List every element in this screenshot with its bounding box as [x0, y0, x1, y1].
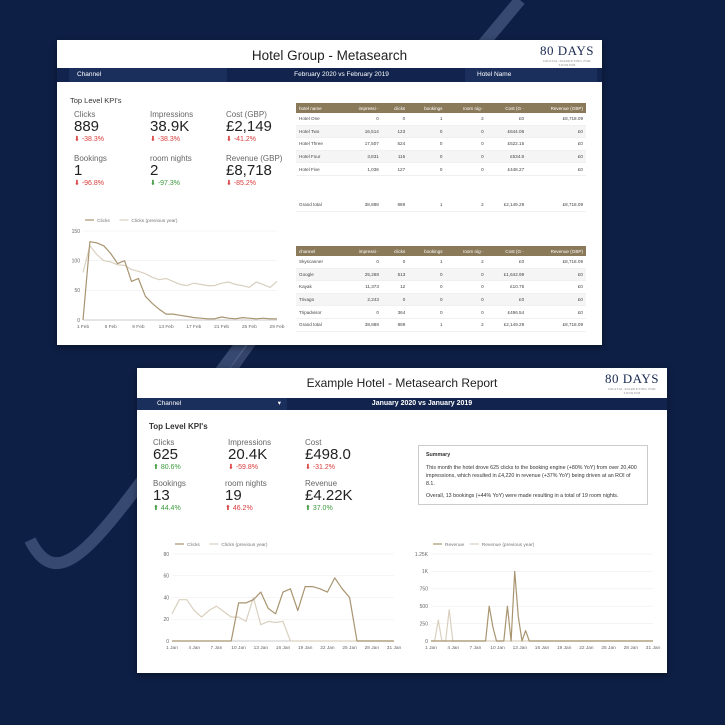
kpi-label: Revenue — [305, 479, 338, 488]
kpi-bookings — [74, 154, 142, 187]
table-cell — [382, 175, 408, 187]
table-total-row — [296, 318, 586, 331]
table-cell: £0 — [527, 163, 586, 176]
kpi-value: £498.0 — [305, 446, 351, 463]
table-cell: 889 — [382, 199, 408, 211]
table-cell: 1 — [408, 318, 445, 331]
kpi-value: 889 — [74, 118, 100, 135]
table-cell: 0 — [408, 138, 445, 151]
table-header-row — [296, 103, 586, 113]
kpi-value: 38.9K — [150, 118, 190, 135]
x-tick-label: 31 Jan — [645, 646, 661, 651]
x-tick-label: 25 Feb — [241, 325, 257, 330]
table-row — [296, 281, 586, 294]
table-cell: £0 — [527, 125, 586, 138]
kpi-value: 625 — [153, 446, 179, 463]
kpi-value: 13 — [153, 487, 170, 504]
column-header[interactable]: clicks — [382, 103, 408, 113]
column-header[interactable]: Cost (G·· — [487, 246, 527, 256]
arrow-up-icon: ⬆ — [153, 464, 159, 471]
table-row — [296, 163, 586, 176]
y-tick-label: 100 — [71, 258, 80, 265]
legend-label: Revenue (previous year) — [481, 543, 535, 548]
dropdown-caret-icon: ▾ — [277, 400, 281, 407]
kpi-revenue — [226, 154, 294, 187]
kpi-value: £8,718 — [226, 162, 272, 179]
column-header[interactable]: bookings — [408, 246, 445, 256]
report-example-hotel — [137, 368, 667, 673]
table-cell: 2 — [446, 256, 487, 268]
table-cell: 0 — [342, 113, 382, 125]
table-cell: 0 — [408, 163, 445, 176]
table-cell: £522.15 — [487, 138, 527, 151]
table-cell: 0 — [342, 306, 382, 319]
x-tick-label: 17 Feb — [186, 325, 202, 330]
legend-label: Revenue — [445, 543, 465, 548]
y-tick-label: 80 — [163, 551, 169, 558]
y-tick-label: 750 — [419, 586, 428, 593]
table-row — [296, 138, 586, 151]
table-row — [296, 306, 586, 319]
column-header[interactable]: bookings — [408, 103, 445, 113]
table-cell: 12 — [382, 281, 408, 294]
table-cell: Hotel Two — [296, 125, 342, 138]
channel-dropdown[interactable] — [137, 398, 287, 410]
x-tick-label: 10 Jan — [231, 646, 246, 651]
arrow-down-icon: ⬇ — [74, 136, 80, 143]
table-cell — [487, 188, 527, 200]
kpi-change-value: -97.3% — [157, 180, 181, 187]
hotel-name-dropdown-label: Hotel Name — [477, 71, 512, 78]
table-cell — [342, 175, 382, 187]
x-tick-label: 1 Feb — [76, 325, 90, 330]
kpi-value: 19 — [225, 487, 242, 504]
table-cell: 0 — [445, 138, 486, 151]
arrow-up-icon: ⬆ — [153, 505, 159, 512]
kpi-change — [305, 504, 373, 512]
column-header[interactable]: Revenue (GBP) — [527, 246, 586, 256]
table-cell: £534.8 — [487, 150, 527, 163]
table-cell: 0 — [408, 125, 445, 138]
table-cell: Skyscanner — [296, 256, 342, 268]
arrow-up-icon: ⬆ — [225, 505, 231, 512]
table-cell: £0 — [527, 281, 586, 294]
table-cell: 38,888 — [342, 318, 382, 331]
table-cell — [445, 188, 486, 200]
table-cell: £0 — [527, 268, 586, 281]
kpi-label: Impressions — [228, 438, 272, 447]
y-tick-label: 1K — [421, 569, 428, 576]
filter-bar — [137, 398, 667, 410]
table-cell: £0 — [487, 113, 527, 125]
kpi-cost — [305, 438, 373, 471]
table-cell: £8,718.09 — [527, 318, 586, 331]
arrow-down-icon: ⬇ — [74, 180, 80, 187]
table-row — [296, 125, 586, 138]
report-hotel-group — [57, 40, 602, 345]
table-cell: £496.54 — [487, 306, 527, 319]
logo-text: 80 DAYS — [540, 43, 594, 58]
column-header[interactable]: room nig·· — [445, 103, 486, 113]
x-tick-label: 13 Feb — [158, 325, 174, 330]
series-line-current — [172, 578, 394, 641]
table-cell: £0 — [487, 293, 527, 306]
table-cell — [296, 175, 342, 187]
table-cell: Hotel Three — [296, 138, 342, 151]
table-cell: Grand total — [296, 318, 342, 331]
table-cell: 2 — [446, 318, 487, 331]
table-cell: 0 — [408, 293, 445, 306]
hotel-name-dropdown[interactable] — [465, 68, 597, 82]
y-tick-label: 60 — [163, 573, 169, 580]
table-cell: Tripadvisor — [296, 306, 342, 319]
x-tick-label: 1 Jan — [166, 646, 178, 651]
table-cell: £0 — [527, 293, 586, 306]
x-tick-label: 13 Jan — [253, 646, 269, 651]
x-tick-label: 7 Jan — [210, 646, 223, 651]
kpi-change-value: 46.2% — [232, 505, 253, 512]
x-tick-label: 5 Feb — [104, 325, 117, 330]
y-tick-label: 20 — [163, 617, 169, 624]
kpi-change-value: -38.3% — [81, 136, 105, 143]
table-cell: £0 — [527, 138, 586, 151]
x-tick-label: 19 Jan — [556, 646, 572, 651]
x-tick-label: 16 Jan — [275, 646, 291, 651]
table-cell: 0 — [342, 256, 382, 268]
kpi-label: Bookings — [74, 154, 107, 163]
column-header[interactable]: channel — [296, 246, 342, 256]
kpi-change — [150, 135, 218, 143]
arrow-down-icon: ⬇ — [150, 136, 156, 143]
table-cell: 1 — [408, 199, 445, 211]
table-cell: Hotel Five — [296, 163, 342, 176]
table-cell — [527, 188, 586, 200]
kpi-bookings — [153, 479, 221, 512]
table-cell: 2 — [445, 199, 486, 211]
table-cell: 115 — [382, 150, 408, 163]
x-tick-label: 21 Feb — [214, 325, 230, 330]
table-cell: £2,149.29 — [487, 199, 527, 211]
kpi-change-value: -96.8% — [81, 180, 105, 187]
kpi-cost — [226, 110, 294, 143]
kpi-change-value: -38.3% — [157, 136, 181, 143]
table-cell: 11,373 — [342, 281, 382, 294]
table-cell: Kayak — [296, 281, 342, 294]
legend-label: Clicks (previous year) — [131, 219, 178, 224]
brand-logo — [538, 43, 596, 67]
table-cell: £0 — [527, 150, 586, 163]
x-tick-label: 28 Jan — [364, 646, 380, 651]
kpi-change — [226, 179, 294, 187]
kpi-change — [74, 179, 142, 187]
arrow-down-icon: ⬇ — [150, 180, 156, 187]
table-cell: 17,507 — [342, 138, 382, 151]
kpi-change-value: 44.4% — [160, 505, 181, 512]
table-cell: £8,718.09 — [527, 199, 586, 211]
kpi-value: £2,149 — [226, 118, 272, 135]
kpi-label: Impressions — [150, 110, 194, 119]
table-cell: 889 — [382, 318, 408, 331]
legend-label: Clicks (previous year) — [221, 543, 268, 548]
table-cell: £10.75 — [487, 281, 527, 294]
table-cell: £8,718.09 — [527, 256, 586, 268]
table-cell: 0 — [446, 281, 487, 294]
column-header[interactable]: impressi·· — [342, 103, 382, 113]
kpi-change — [228, 463, 296, 471]
column-header[interactable]: clicks — [382, 246, 408, 256]
kpi-impressions — [150, 110, 218, 143]
table-cell: 3,831 — [342, 150, 382, 163]
summary-paragraph: Overall, 13 bookings (+44% YoY) were made resulting in a total of 19 room nights. — [426, 493, 619, 499]
column-header[interactable]: room nig·· — [446, 246, 487, 256]
table-cell: 1 — [408, 256, 445, 268]
kpi-label: Clicks — [153, 438, 175, 447]
table-cell — [408, 188, 445, 200]
y-tick-label: 500 — [419, 604, 428, 610]
table-cell: 0 — [382, 293, 408, 306]
column-header[interactable]: Cost (G·· — [487, 103, 527, 113]
table-cell: £1,642.99 — [487, 268, 527, 281]
table-cell: 0 — [446, 268, 487, 281]
y-tick-label: 0 — [425, 638, 428, 645]
table-cell: £0 — [487, 256, 527, 268]
table-cell: 123 — [382, 125, 408, 138]
channel-dropdown[interactable] — [69, 68, 227, 82]
x-tick-label: 9 Feb — [132, 325, 145, 330]
table-cell: 0 — [446, 306, 487, 319]
table-row-empty — [296, 175, 586, 187]
kpi-value: £4.22K — [305, 487, 353, 504]
table-cell — [382, 188, 408, 200]
kpi-impressions — [228, 438, 296, 471]
table-cell: 0 — [408, 281, 445, 294]
table-cell: Hotel One — [296, 113, 342, 125]
x-tick-label: 1 Jan — [425, 646, 437, 651]
table-cell: Google — [296, 268, 342, 281]
table-cell: 127 — [382, 163, 408, 176]
date-range[interactable]: January 2020 vs January 2019 — [371, 400, 473, 407]
x-tick-label: 7 Jan — [469, 646, 482, 651]
clicks-chart — [57, 214, 289, 332]
kpi-label: Cost (GBP) — [226, 110, 267, 119]
x-tick-label: 10 Jan — [490, 646, 505, 651]
table-cell: 364 — [382, 306, 408, 319]
y-tick-label: 40 — [163, 595, 169, 602]
table-cell: Hotel Four — [296, 150, 342, 163]
table-cell: Trivago — [296, 293, 342, 306]
table-row — [296, 113, 586, 125]
summary-title: Summary — [426, 452, 451, 458]
summary-paragraph: This month the hotel drove 625 clicks to the booking engine (+80% YoY) from over 20,400 impressions, which resulted in £4,220 in revenue (+37% YoY) being driven at an ROI of 8.1. — [426, 465, 637, 487]
y-tick-label: 50 — [74, 288, 80, 295]
table-row-empty — [296, 188, 586, 200]
hotel-table — [296, 103, 586, 212]
table-cell: £644.06 — [487, 125, 527, 138]
kpi-room-nights — [225, 479, 293, 512]
table-cell — [296, 188, 342, 200]
table-cell: 0 — [445, 125, 486, 138]
revenue-chart — [405, 538, 660, 653]
table-cell: 0 — [408, 150, 445, 163]
y-tick-label: 150 — [71, 228, 80, 235]
x-tick-label: 28 Jan — [623, 646, 639, 651]
table-cell — [445, 175, 486, 187]
kpi-value: 20.4K — [228, 446, 268, 463]
table-cell: 524 — [382, 138, 408, 151]
column-header[interactable]: impressi·· — [342, 246, 382, 256]
table-cell: 0 — [382, 256, 408, 268]
table-cell: 0 — [408, 268, 445, 281]
table-cell: £8,718.09 — [527, 113, 586, 125]
table-cell: Grand total — [296, 199, 342, 211]
table-cell — [408, 175, 445, 187]
table-cell: 25,268 — [342, 268, 382, 281]
kpi-change-value: -41.2% — [233, 136, 257, 143]
table-total-row — [296, 199, 586, 211]
channel-dropdown-label: Channel — [77, 71, 102, 78]
kpi-clicks — [74, 110, 142, 143]
filter-bar — [57, 68, 602, 82]
kpi-value: 1 — [74, 162, 83, 179]
kpi-room-nights — [150, 154, 218, 187]
report-title: Example Hotel - Metasearch Report — [306, 376, 498, 390]
date-range[interactable]: February 2020 vs February 2019 — [294, 71, 389, 78]
table-cell: 513 — [382, 268, 408, 281]
x-tick-label: 16 Jan — [534, 646, 550, 651]
kpi-change-value: -59.8% — [235, 464, 259, 471]
column-header[interactable]: hotel name — [296, 103, 342, 113]
summary-box — [418, 445, 648, 505]
arrow-up-icon: ⬆ — [305, 505, 311, 512]
table-row — [296, 293, 586, 306]
x-tick-label: 13 Jan — [512, 646, 528, 651]
kpi-change — [225, 504, 293, 512]
clicks-chart — [147, 538, 402, 653]
x-tick-label: 22 Jan — [579, 646, 594, 651]
x-tick-label: 25 Jan — [342, 646, 357, 651]
table-cell — [527, 175, 586, 187]
table-cell: 0 — [445, 163, 486, 176]
arrow-down-icon: ⬇ — [226, 180, 232, 187]
y-tick-label: 1.25K — [414, 551, 428, 558]
kpi-change-value: 80.6% — [160, 464, 181, 471]
arrow-down-icon: ⬇ — [226, 136, 232, 143]
series-line-previous — [431, 610, 653, 641]
table-cell: 2 — [445, 113, 486, 125]
kpi-change — [150, 179, 218, 187]
x-tick-label: 31 Jan — [386, 646, 402, 651]
table-cell: 16,514 — [342, 125, 382, 138]
y-tick-label: 250 — [419, 621, 428, 628]
table-row — [296, 150, 586, 163]
kpi-change — [226, 135, 294, 143]
x-tick-label: 25 Jan — [601, 646, 616, 651]
table-cell: £0 — [527, 306, 586, 319]
table-cell: 1,036 — [342, 163, 382, 176]
kpi-label: Cost — [305, 438, 322, 447]
kpi-label: room nights — [150, 154, 192, 163]
y-tick-label: 0 — [77, 317, 80, 324]
x-tick-label: 4 Jan — [447, 646, 460, 651]
x-tick-label: 22 Jan — [320, 646, 335, 651]
kpi-label: Bookings — [153, 479, 186, 488]
table-cell: 0 — [446, 293, 487, 306]
kpi-clicks — [153, 438, 221, 471]
kpi-change-value: -85.2% — [233, 180, 257, 187]
kpi-label: room nights — [225, 479, 267, 488]
table-cell: 2,243 — [342, 293, 382, 306]
table-cell — [487, 175, 527, 187]
section-title: Top Level KPI's — [149, 422, 208, 431]
table-cell: £2,149.29 — [487, 318, 527, 331]
series-line-current — [83, 242, 277, 320]
logo-tagline: DIGITAL MARKETING FOR TOURISM — [543, 59, 591, 67]
channel-dropdown-label: Channel — [157, 400, 182, 407]
x-tick-label: 29 Feb — [269, 325, 285, 330]
kpi-label: Clicks — [74, 110, 96, 119]
kpi-change — [153, 463, 221, 471]
logo-text: 80 DAYS — [605, 371, 659, 386]
arrow-down-icon: ⬇ — [305, 464, 311, 471]
kpi-change — [153, 504, 221, 512]
table-cell: 1 — [408, 113, 445, 125]
logo-tagline: DIGITAL MARKETING FOR TOURISM — [608, 387, 656, 395]
legend-label: Clicks — [97, 219, 110, 224]
table-row — [296, 256, 586, 268]
legend-label: Clicks — [187, 543, 200, 548]
column-header[interactable]: Revenue (GBP) — [527, 103, 586, 113]
channel-table — [296, 246, 586, 332]
section-title: Top Level KPI's — [70, 96, 122, 105]
kpi-change — [74, 135, 142, 143]
kpi-change — [305, 463, 373, 471]
kpi-change-value: -31.2% — [312, 464, 336, 471]
kpi-change-value: 37.0% — [312, 505, 333, 512]
arrow-down-icon: ⬇ — [228, 464, 234, 471]
table-cell: 0 — [445, 150, 486, 163]
kpi-value: 2 — [150, 162, 159, 179]
x-tick-label: 4 Jan — [188, 646, 201, 651]
table-cell: £448.27 — [487, 163, 527, 176]
table-row — [296, 268, 586, 281]
table-header-row — [296, 246, 586, 256]
brand-logo — [603, 371, 661, 395]
table-cell: 0 — [382, 113, 408, 125]
y-tick-label: 0 — [166, 638, 169, 645]
x-tick-label: 19 Jan — [297, 646, 313, 651]
table-cell — [342, 188, 382, 200]
report-title: Hotel Group - Metasearch — [251, 48, 408, 63]
kpi-label: Revenue (GBP) — [226, 154, 283, 163]
table-cell: 38,888 — [342, 199, 382, 211]
table-cell: 0 — [408, 306, 445, 319]
series-line-previous — [83, 246, 277, 288]
kpi-revenue — [305, 479, 373, 512]
